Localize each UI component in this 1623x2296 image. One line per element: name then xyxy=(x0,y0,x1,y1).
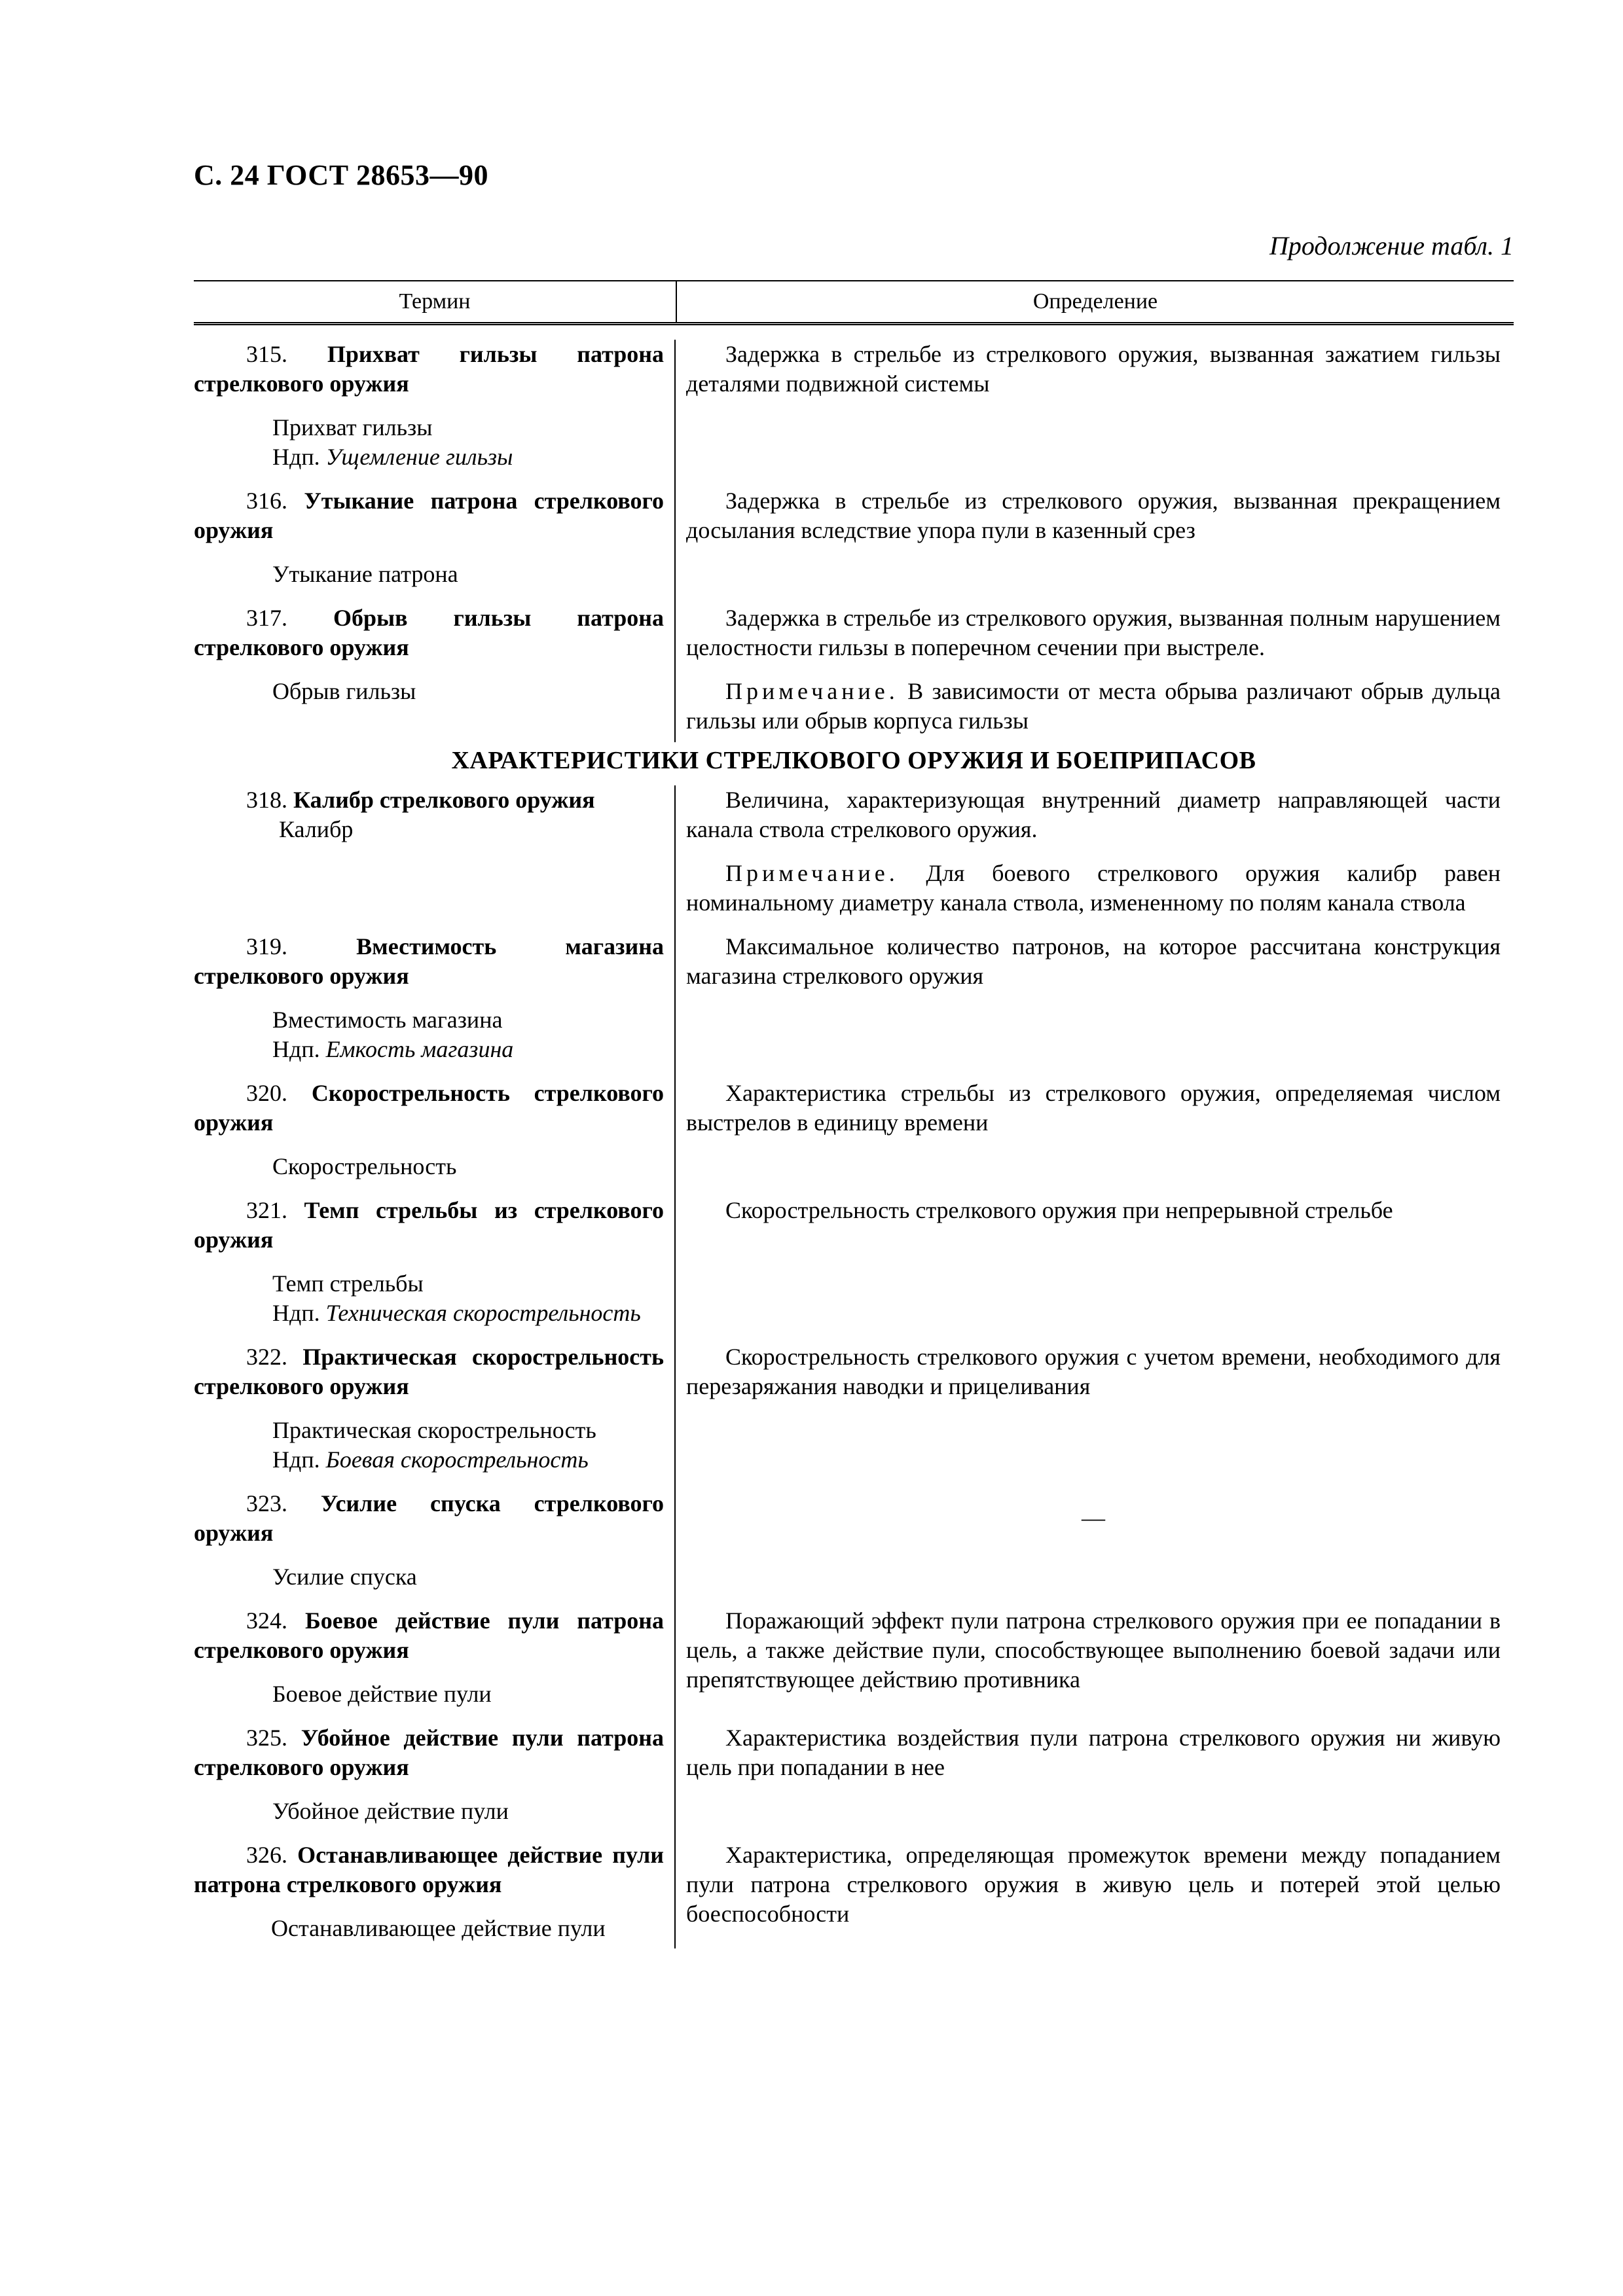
section-heading: ХАРАКТЕРИСТИКИ СТРЕЛКОВОГО ОРУЖИЯ И БОЕПРИПАСОВ xyxy=(451,747,1256,774)
definition-cell xyxy=(676,1342,1514,1489)
definition-cell xyxy=(676,1079,1514,1196)
definition-text: Скорострельность стрелкового оружия с учетом времени, необходимого для перезаряжания наводки и прицеливания xyxy=(686,1344,1501,1399)
term-title: 315. Прихват гильзы патрона стрелкового оружия xyxy=(194,341,664,397)
term-short-form: Обрыв гильзы xyxy=(272,678,416,704)
definition-cell xyxy=(676,785,1514,932)
column-header-term: Термин xyxy=(194,281,677,322)
table-row xyxy=(194,486,1514,603)
definition-note: Примечание. Для боевого стрелкового оружия калибр равен номинальному диаметру канала ствола, измененному по полям канала ствола xyxy=(686,860,1501,916)
definition-text: Скорострельность стрелкового оружия при непрерывной стрельбе xyxy=(725,1197,1393,1223)
table-row xyxy=(194,932,1514,1079)
page-reference: С. 24 ГОСТ 28653—90 xyxy=(194,159,489,191)
table-row xyxy=(194,1723,1514,1840)
term-cell xyxy=(194,1723,676,1840)
term-deprecated: Ндп. Техническая скорострельность xyxy=(272,1300,641,1326)
definition-cell xyxy=(676,603,1514,742)
term-title: 326. Останавливающее действие пули патрона стрелкового оружия xyxy=(194,1842,665,1897)
term-title: 321. Темп стрельбы из стрелкового оружия xyxy=(194,1197,665,1253)
term-deprecated: Ндп. Боевая скорострельность xyxy=(272,1446,589,1473)
term-cell xyxy=(194,1606,676,1723)
definition-cell xyxy=(676,340,1514,486)
definition-text: Задержка в стрельбе из стрелкового оружия, вызванная зажатием гильзы деталями подвижной системы xyxy=(686,341,1501,397)
term-cell xyxy=(194,1840,676,1948)
term-short-form: Усилие спуска xyxy=(272,1564,417,1590)
table-row xyxy=(194,603,1514,742)
term-short-form: Боевое действие пули xyxy=(272,1681,492,1707)
term-short-form: Вместимость магазина xyxy=(272,1007,503,1033)
term-cell xyxy=(194,1196,676,1342)
term-short-form: Калибр xyxy=(279,816,354,842)
definition-text: Характеристика воздействия пули патрона стрелкового оружия ни живую цель при попадании в нее xyxy=(686,1725,1501,1780)
term-deprecated: Ндп. Емкость магазина xyxy=(272,1036,514,1062)
term-title: 317. Обрыв гильзы патрона стрелкового оружия xyxy=(194,605,665,660)
table-row xyxy=(194,1840,1514,1948)
definition-text: Величина, характеризующая внутренний диаметр направляющей части канала ствола стрелкового оружия. xyxy=(686,787,1501,842)
definition-dash: — xyxy=(1082,1505,1105,1531)
term-cell xyxy=(194,340,676,486)
term-title: 322. Практическая скорострельность стрелкового оружия xyxy=(194,1344,665,1399)
definition-text: Характеристика стрельбы из стрелкового оружия, определяемая числом выстрелов в единицу времени xyxy=(686,1080,1501,1136)
table-row xyxy=(194,1489,1514,1606)
table-row xyxy=(194,325,1514,486)
definition-cell xyxy=(676,1840,1514,1948)
term-short-form: Утыкание патрона xyxy=(272,561,458,587)
definition-cell xyxy=(676,1723,1514,1840)
definition-cell xyxy=(676,486,1514,603)
term-title: 323. Усилие спуска стрелкового оружия xyxy=(194,1490,664,1546)
table-row xyxy=(194,1342,1514,1489)
definition-cell xyxy=(676,932,1514,1079)
definition-text: Задержка в стрельбе из стрелкового оружия, вызванная прекращением досылания вследствие упора пули в казенный срез xyxy=(686,488,1501,543)
table-row xyxy=(194,1606,1514,1723)
definition-cell xyxy=(676,1196,1514,1342)
definition-text: Поражающий эффект пули патрона стрелкового оружия при ее попадании в цель, а также действие пули, способствующее выполнению боевой задачи или препятствующее действию противника xyxy=(686,1607,1501,1693)
term-short-form: Темп стрельбы xyxy=(272,1270,424,1297)
definition-text: Максимальное количество патронов, на которое рассчитана конструкция магазина стрелкового оружия xyxy=(686,933,1501,989)
term-cell xyxy=(194,486,676,603)
definition-text: Характеристика, определяющая промежуток времени между попаданием пули патрона стрелкового оружия в живую цель и потерей этой целью боеспособности xyxy=(686,1842,1501,1927)
term-cell xyxy=(194,932,676,1079)
term-title: 320. Скорострельность стрелкового оружия xyxy=(194,1080,664,1136)
term-title: 325. Убойное действие пули патрона стрелкового оружия xyxy=(194,1725,665,1780)
term-title: 316. Утыкание патрона стрелкового оружия xyxy=(194,488,664,543)
table-continuation-label: Продолжение табл. 1 xyxy=(1269,231,1514,260)
term-short-form: Практическая скорострельность xyxy=(272,1417,596,1443)
term-short-form: Убойное действие пули xyxy=(272,1798,509,1824)
column-header-definition: Определение xyxy=(1032,289,1158,314)
term-cell xyxy=(194,603,676,742)
terms-table xyxy=(194,280,1514,1948)
term-deprecated: Ндп. Ущемление гильзы xyxy=(272,444,513,470)
term-short-form: Останавливающее действие пули xyxy=(271,1915,606,1941)
table-row xyxy=(194,1196,1514,1342)
term-title: 324. Боевое действие пули патрона стрелкового оружия xyxy=(194,1607,664,1663)
term-cell xyxy=(194,1489,676,1606)
term-cell xyxy=(194,785,676,932)
term-short-form: Скорострельность xyxy=(272,1153,457,1179)
table-header xyxy=(194,280,1514,325)
definition-note: Примечание. В зависимости от места обрыва различают обрыв дульца гильзы или обрыв корпуса гильзы xyxy=(686,678,1501,734)
table-row xyxy=(194,1079,1514,1196)
term-title: 318. Калибр стрелкового оружия xyxy=(246,787,595,813)
term-short-form: Прихват гильзы xyxy=(272,414,433,440)
term-cell xyxy=(194,1342,676,1489)
definition-cell xyxy=(676,1489,1514,1606)
table-row xyxy=(194,785,1514,932)
definition-text: Задержка в стрельбе из стрелкового оружия, вызванная полным нарушением целостности гильзы в поперечном сечении при выстреле. xyxy=(686,605,1501,660)
term-cell xyxy=(194,1079,676,1196)
definition-cell xyxy=(676,1606,1514,1723)
term-title: 319. Вместимость магазина стрелкового оружия xyxy=(194,933,664,989)
